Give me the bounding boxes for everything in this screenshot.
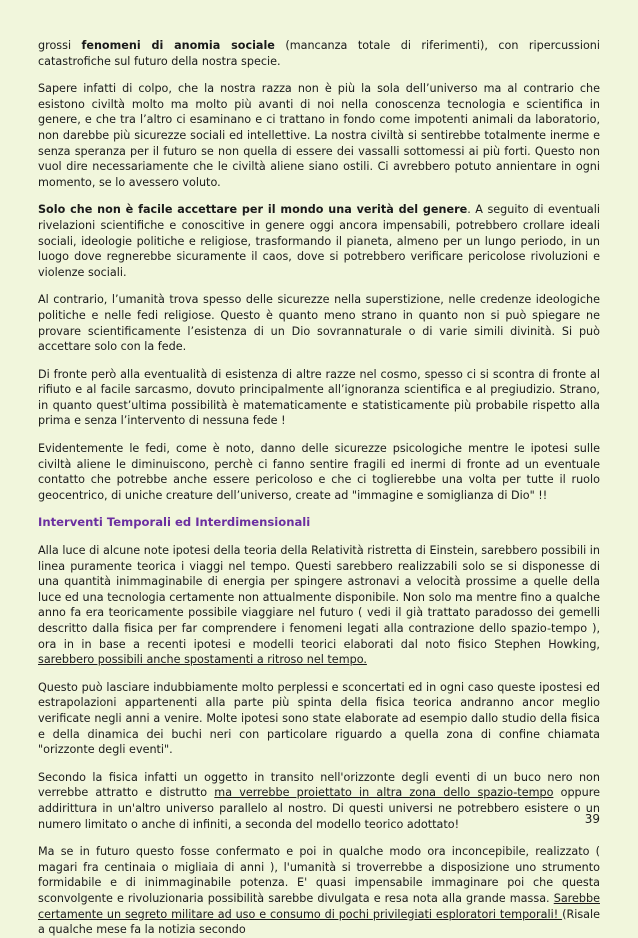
text-run: (Risale a qualche mese fa la notizia secondo	[38, 907, 600, 937]
paragraph	[38, 292, 600, 354]
paragraph	[38, 441, 600, 503]
text-run: (mancanza totale di riferimenti), con ripercussioni catastrofiche sul futuro della nostra specie.	[38, 39, 600, 68]
text-run: grossi	[38, 39, 82, 52]
text-run: Di fronte però alla eventualità di esistenza di altre razze nel cosmo, spesso ci si scontra di fronte al rifiuto e al facile sarcasmo, dovuto principalmente all’ignoranza scientifica e al pregiudizio. Strano, in quanto quest’ultima possibilità è matematicamente e statisticamente più probabile rispetto alla prima e senza l’intervento di nessuna fede !	[38, 367, 600, 428]
text-run: oppure addirittura in un'altro universo parallelo al nostro. Di questi universi ne potrebbero esistere o un numero limitato o anche di infiniti, a seconda del modello teorico adottato!	[38, 786, 600, 831]
text-run: . A seguito di eventuali rivelazioni scientifiche e conoscitive in genere oggi ancora impensabili, potrebbero crollare ideali sociali, ideologie politiche e religiose, trasformando il pianeta, almeno per un lungo periodo, in un luogo dove regnerebbe sicuramente il caos, dove si potrebbero verificare pericolose rivoluzioni e violenze sociali.	[38, 203, 600, 279]
paragraph	[38, 81, 600, 190]
page-number: 39	[584, 812, 600, 826]
text-run: Evidentemente le fedi, come è noto, danno delle sicurezze psicologiche mentre le ipotesi sulle civiltà aliene le diminuiscono, perchè ci fanno sentire fragili ed inermi di fronte ad un eventuale contatto che potrebbe anche essere pericoloso e che ci toglierebbe una volta per tutte il ruolo geocentrico, di uniche creature dell’universo, create ad "immagine e somiglianza di Dio" !!	[38, 442, 600, 502]
underlined-text: Sarebbe certamente un segreto militare ad uso e consumo di pochi privilegiati esploratori temporali!	[38, 891, 600, 921]
paragraph	[38, 543, 600, 668]
paragraph	[38, 844, 600, 938]
underlined-text: sarebbero possibili anche spostamenti a ritroso nel tempo.	[38, 653, 367, 667]
text-run: Ma se in futuro questo fosse confermato e poi in qualche modo ora inconcepibile, realizzato ( magari fra centinaia o migliaia di anni ), l'umanità si troverrebbe a disposizione uno strumento formidabile e di inimmaginabile potenza. E' quasi impensabile immaginare poi che questa sconvolgente e rivoluzionaria possibilità sarebbe divulgata e resa nota alla grande massa.	[38, 845, 600, 905]
body-text-section-1	[38, 38, 600, 503]
text-run: Alla luce di alcune note ipotesi della teoria della Relatività ristretta di Einstein, sarebbero possibili in linea puramente teorica i viaggi nel tempo. Questi sarebbero realizzabili solo se si disponesse di una quantità inimmaginabile di energia per spingere astronavi a velocità prossime a quelle della luce ed una tecnologia certamente non attualmente disponibile. Non solo ma mentre fino a qualche anno fa era teoricamente possibile viaggiare nel futuro ( vedi il già trattato paradosso dei gemelli descritto dalla fisica per far comprendere i fenomeni legati alla contrazione dello spazio-tempo ), ora in in base a recenti ipotesi e modelli teorici elaborati dal noto fisico Stephen Howking,	[38, 544, 600, 651]
paragraph	[38, 680, 600, 758]
paragraph	[38, 38, 600, 69]
bold-text: Solo che non è facile accettare per il mondo una verità del genere	[38, 203, 468, 217]
text-run: Al contrario, l’umanità trova spesso delle sicurezze nella superstizione, nelle credenze ideologiche politiche e nelle fedi religiose. Questo è quanto meno strano in quanto non si può spiegare ne provare scientificamente l’esistenza di un Dio sovrannaturale o di varie simili divinità. Si può accettare solo con la fede.	[38, 293, 600, 354]
text-run: Secondo la fisica infatti un oggetto in transito nell'orizzonte degli eventi di un buco nero non verrebbe attratto e distrutto	[38, 770, 600, 800]
underlined-text: ma verrebbe proiettato in altra zona dello spazio-tempo	[214, 786, 554, 800]
paragraph	[38, 367, 600, 429]
paragraph	[38, 202, 600, 280]
text-run: Sapere infatti di colpo, che la nostra razza non è più la sola dell’universo ma al contrario che esistono civiltà molto ma molto più avanti di noi nella conoscenza tecnologia e scientifica in genere, e che tra l’altro ci esaminano e ci trattano in fondo come impotenti animali da laboratorio, non darebbe più sicurezze sociali ed intellettive. La nostra civiltà si sentirebbe totalmente inerme e senza speranza per il futuro se non quella di essere dei vassalli sottomessi ai più forti. Questo non vuol dire necessariamente che le civiltà aliene siano ostili. Ci avrebbero potuto annientare in ogni momento, se lo avessero voluto.	[38, 82, 600, 189]
paragraph	[38, 770, 600, 832]
section-heading: Interventi Temporali ed Interdimensionali	[38, 515, 311, 530]
bold-text: fenomeni di anomia sociale	[81, 39, 275, 52]
text-run: Questo può lasciare indubbiamente molto perplessi e sconcertati ed in ogni caso queste ipostesi ed estrapolazioni appartenenti alla parte più spinta della fisica teorica andranno ancor meglio verificate negli anni a venire. Molte ipotesi sono state elaborate ad esempio dallo studio della fisica e della dinamica dei buchi neri con particolare riguardo a quella zona di confine chiamata "orizzonte degli eventi".	[38, 680, 600, 757]
body-text-section-2	[38, 543, 600, 938]
